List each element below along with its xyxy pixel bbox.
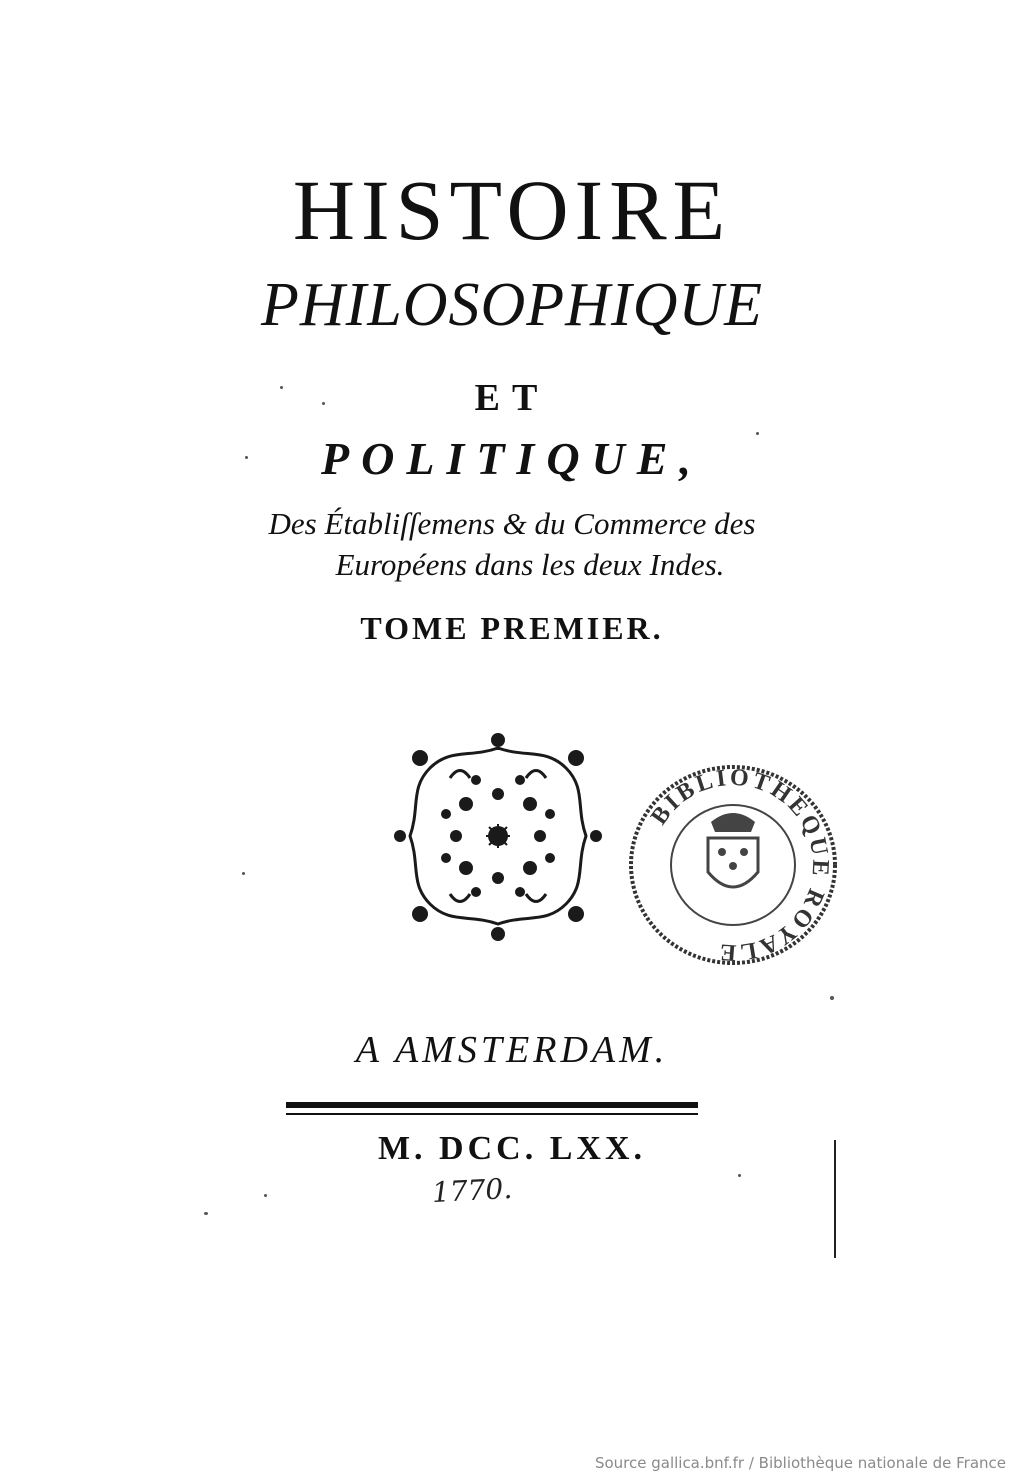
paper-speck (322, 402, 325, 405)
library-stamp (626, 762, 840, 968)
title-philosophique: PHILOSOPHIQUE (260, 271, 764, 339)
volume-label: TOME PREMIER. (360, 610, 664, 646)
paper-speck (242, 872, 245, 875)
paper-speck (204, 1212, 208, 1215)
fleuron-ornament-icon (390, 728, 606, 944)
double-rule-thin (286, 1113, 698, 1115)
margin-mark (834, 1140, 836, 1258)
source-attribution: Source gallica.bnf.fr / Bibliothèque nationale de France (594, 1454, 1006, 1472)
paper-speck (245, 456, 248, 459)
title-politique: POLITIQUE, (321, 433, 703, 484)
paper-speck (280, 386, 283, 389)
imprint-place: A AMSTERDAM. (355, 1029, 669, 1071)
stamp-text: BIBLIOTHEQUE ROYALE (646, 764, 834, 966)
double-rule-thick (286, 1102, 698, 1108)
paper-speck (756, 432, 759, 435)
handwritten-date: 1770. (431, 1171, 513, 1210)
subtitle-line-2: Européens dans les deux Indes. (335, 547, 725, 582)
paper-speck (830, 996, 834, 1000)
imprint-date-roman: M. DCC. LXX. (377, 1130, 647, 1167)
paper-speck (738, 1174, 741, 1177)
subtitle-line-1: Des Établiſſemens & du Commerce des (268, 506, 756, 541)
title-histoire: HISTOIRE (292, 162, 732, 258)
paper-speck (264, 1194, 267, 1197)
title-et: ET (474, 377, 550, 419)
